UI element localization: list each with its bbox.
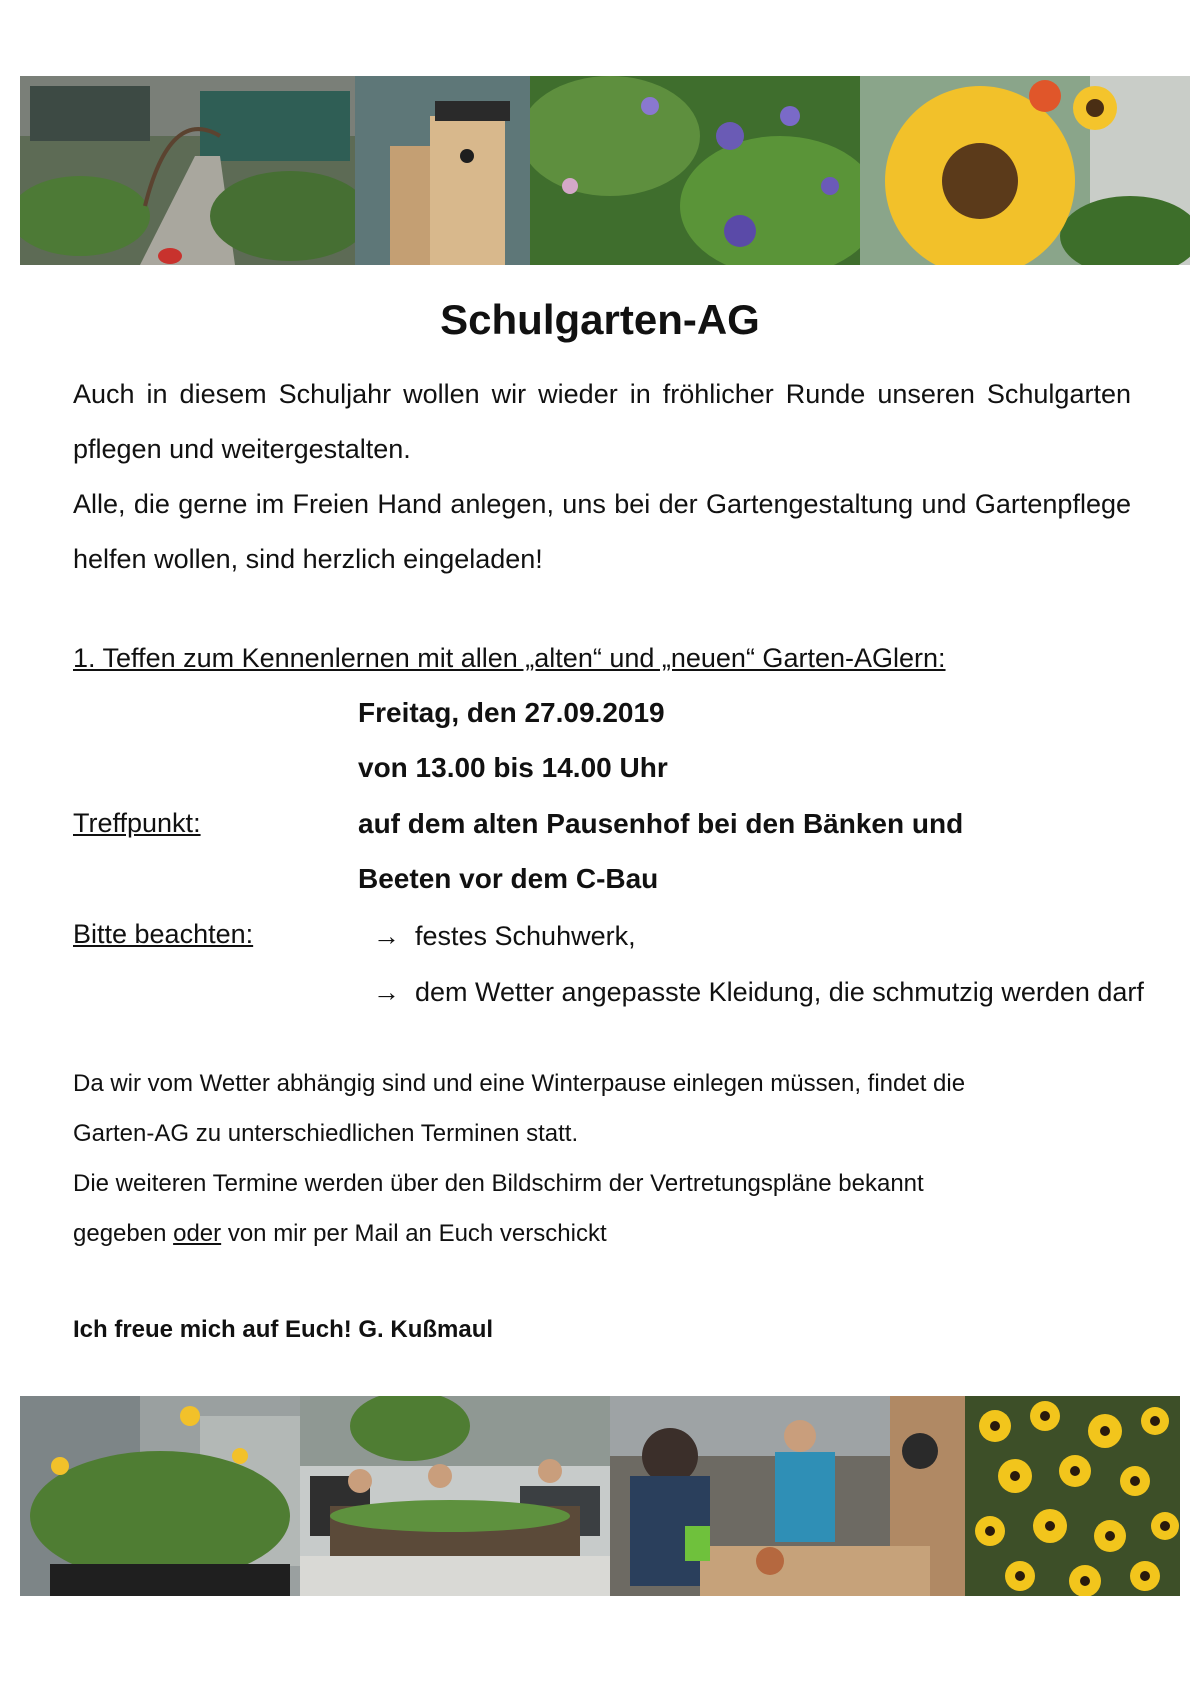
intro-text [73, 367, 1131, 587]
info-line-4-start: gegeben [73, 1220, 174, 1247]
info-oder: oder [173, 1220, 222, 1247]
garden-path-photo [20, 76, 355, 265]
note-text-2: dem Wetter angepasste Kleidung, die schmutzig werden darf [415, 977, 1144, 1007]
black-eyed-susan-photo [965, 1396, 1180, 1596]
info-line-4-end: von mir per Mail an Euch verschickt [221, 1220, 607, 1247]
students-workshop-photo [610, 1396, 965, 1596]
meeting-date: Freitag, den 27.09.2019 [358, 697, 665, 728]
info-line-1: Da wir vom Wetter abhängig sind und eine Winterpause einlegen müssen, findet die [73, 1070, 966, 1097]
meeting-time: von 13.00 bis 14.00 Uhr [358, 752, 668, 783]
sunflower-planter-photo [20, 1396, 300, 1596]
arrow-right-icon: → [373, 977, 400, 1007]
intro-paragraph-1: Auch in diesem Schuljahr wollen wir wieder in fröhlicher Runde unseren Schulgarten pflegen und weitergestalten. [73, 379, 1131, 464]
info-line-4 [73, 1220, 607, 1248]
birdhouse-photo [355, 76, 530, 265]
note-item-2 [373, 975, 1175, 1009]
meeting-heading: 1. Teffen zum Kennenlernen mit allen „alten“ und „neuen“ Garten-AGlern: [73, 643, 946, 673]
note-item-1 [373, 919, 1133, 953]
note-text-1: festes Schuhwerk, [415, 921, 636, 951]
intro-paragraph-2: Alle, die gerne im Freien Hand anlegen, uns bei der Gartengestaltung und Gartenpflege helfen wollen, sind herzlich eingeladen! [73, 489, 1131, 574]
signature: Ich freue mich auf Euch! G. Kußmaul [73, 1316, 494, 1343]
page-title: Schulgarten-AG [440, 296, 760, 343]
place-line-2: Beeten vor dem C-Bau [358, 863, 659, 894]
students-planting-photo [300, 1396, 610, 1596]
columbine-flowers-photo [530, 76, 860, 265]
bottom-photo-strip [20, 1396, 1180, 1596]
place-label: Treffpunkt: [73, 808, 201, 838]
info-line-2: Garten-AG zu unterschiedlichen Terminen statt. [73, 1120, 579, 1147]
top-photo-strip [20, 76, 1190, 265]
arrow-right-icon: → [373, 921, 400, 951]
info-line-3: Die weiteren Termine werden über den Bildschirm der Vertretungspläne bekannt [73, 1170, 924, 1197]
sunflower-photo [860, 76, 1190, 265]
place-line-1: auf dem alten Pausenhof bei den Bänken und [358, 808, 964, 839]
notes-label: Bitte beachten: [73, 919, 254, 949]
